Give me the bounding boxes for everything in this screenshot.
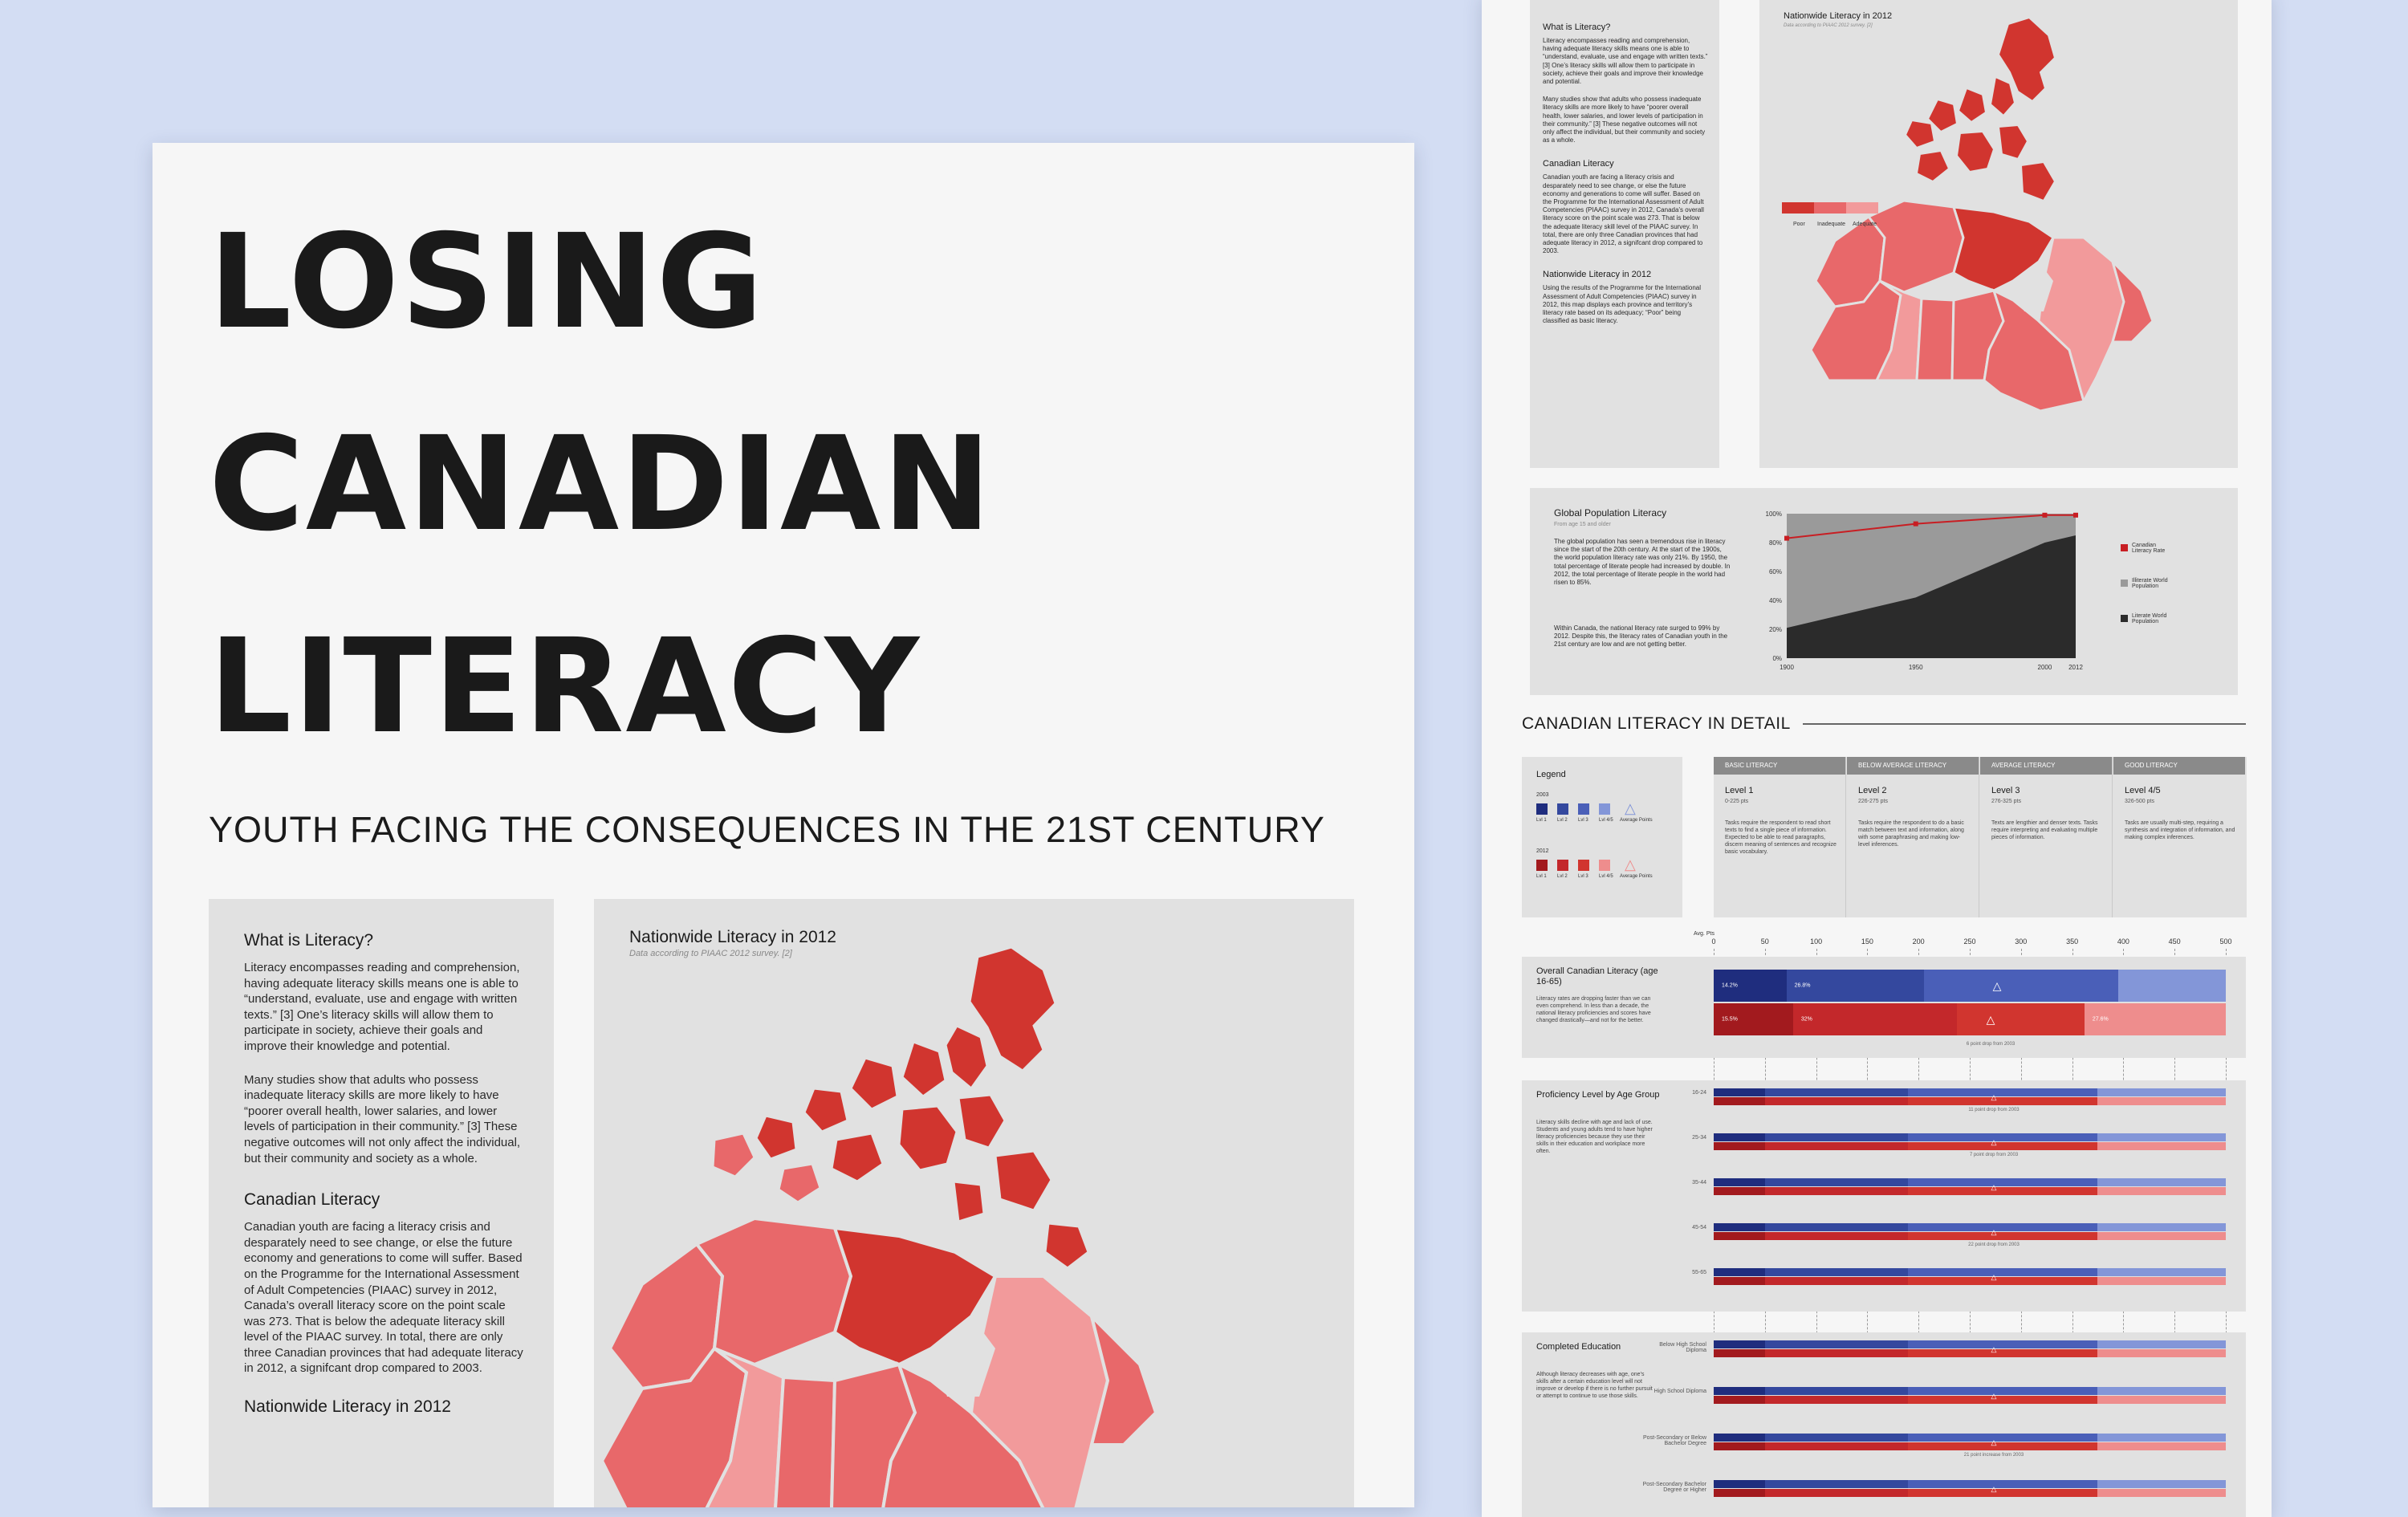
education-seg xyxy=(1908,1340,2097,1348)
age-seg xyxy=(1908,1133,2097,1141)
age-seg xyxy=(2097,1142,2226,1150)
legend-lvl2-label: Lvl 2 xyxy=(1557,818,1568,823)
education-avg-icon: △ xyxy=(1991,1392,1997,1400)
education-avg-icon: △ xyxy=(1991,1438,1997,1446)
age-seg xyxy=(2097,1277,2226,1285)
education-seg xyxy=(1765,1349,1909,1357)
education-bar-2003 xyxy=(1714,1340,2226,1348)
age-bar-2003 xyxy=(1714,1088,2226,1096)
x-tick-label: 1950 xyxy=(1908,664,1923,671)
overall-2012-lvl2: 32% xyxy=(1793,1003,1957,1035)
overall-p1: Literacy rates are dropping faster than we can even comprehend. In less than a decade, the national literacy proficiencies and scores have changed drastically—and not for the better. xyxy=(1536,996,1651,1023)
legend-lvl3-label: Lvl 3 xyxy=(1578,818,1588,823)
education-label: Post-Secondary or Below Bachelor Degree xyxy=(1643,1435,1706,1446)
legend-2003-lvl45 xyxy=(1599,803,1610,815)
age-seg xyxy=(1714,1277,1765,1285)
canadian-literacy-p1: Canadian youth are facing a literacy crisis and desparately need to see change, or else the future economy and generations to come will suffer. Based on the Programme for the International Assessment of Adult Competencies (PIAAC) survey in 2012, Canada’s overall literacy score on the point scale was 273. That is below the adequate literacy skill level of the PIAAC survey. In total, there are only three Canadian provinces that had adequate literacy in 2012, a signifcant drop compared to 2003. xyxy=(244,1220,523,1376)
level-col-2 xyxy=(1847,757,1979,917)
overall-2003-lvl1: 14.2% xyxy=(1714,970,1787,1002)
education-panel xyxy=(1522,1332,2246,1517)
age-seg xyxy=(1714,1133,1765,1141)
education-bar-2012 xyxy=(1714,1349,2226,1357)
age-seg xyxy=(1714,1232,1765,1240)
age-seg xyxy=(1714,1187,1765,1195)
legend-year-2003: 2003 xyxy=(1536,792,1549,798)
age-bar-2012 xyxy=(1714,1097,2226,1105)
age-avg-icon: △ xyxy=(1991,1228,1997,1236)
poster-back xyxy=(1482,0,2272,1517)
level-1-desc: Tasks require the respondent to read short texts to find a single piece of information. Expected to be able to read paragraphs, discern meaning of sentences and recognize basic vocabulary. xyxy=(1725,820,1837,855)
education-seg xyxy=(1765,1340,1909,1348)
education-seg xyxy=(2097,1434,2226,1442)
age-seg xyxy=(2097,1187,2226,1195)
overall-avg-2003-icon: △ xyxy=(1992,979,2002,992)
x-tick-label: 2012 xyxy=(2068,664,2083,671)
age-seg xyxy=(1714,1097,1765,1105)
education-bar-2012 xyxy=(1714,1396,2226,1404)
education-seg xyxy=(1908,1396,2097,1404)
legend-2012-lvl45-label: Lvl 4/5 xyxy=(1599,874,1613,879)
x-tick-label: 2000 xyxy=(2037,664,2052,671)
age-heading: Proficiency Level by Age Group xyxy=(1536,1090,1660,1100)
y-tick-label: 80% xyxy=(1768,539,1782,547)
overall-heading: Overall Canadian Literacy (age 16-65) xyxy=(1536,966,1658,986)
y-tick-label: 60% xyxy=(1768,568,1782,575)
pop-legend-illiterate: Illiterate World Population xyxy=(2132,578,2168,589)
overall-bar-2012 xyxy=(1714,1003,2226,1035)
legend-2003-lvl2 xyxy=(1557,803,1568,815)
age-seg xyxy=(1908,1268,2097,1276)
axis-tick-label: 300 xyxy=(2015,937,2028,946)
map-title: Nationwide Literacy in 2012 xyxy=(629,928,836,946)
legend-2012-lvl2-label: Lvl 2 xyxy=(1557,874,1568,879)
level-3-name: Level 3 xyxy=(1991,786,2020,795)
education-seg xyxy=(1765,1480,1909,1488)
legend-poor-label: Poor xyxy=(1793,222,1805,227)
poster-front xyxy=(153,143,1414,1507)
population-p1: The global population has seen a tremendous rise in literacy since the start of the 20th century. At the start of the 1900s, the world population literacy rate was only 21%. By 1950, the total percentage of literate people had increased by double. In 2012, the total percentage of literate people in the world had risen to 85%. xyxy=(1554,538,1731,587)
level-3-desc: Texts are lengthier and denser texts. Tasks require interpreting and evaluating multiple pieces of information. xyxy=(1991,820,2098,840)
education-seg xyxy=(1714,1387,1765,1395)
education-seg xyxy=(2097,1387,2226,1395)
level-col-4 xyxy=(2113,757,2245,917)
canada-point xyxy=(2042,513,2047,518)
legend-2012-lvl2 xyxy=(1557,860,1568,871)
r-nationwide-p1: Using the results of the Programme for the International Assessment of Adult Competencies (PIAAC) survey in 2012, this map displays each province and territory’s literacy rate based on its adequacy; “Poor” being classified as basic literacy. xyxy=(1543,284,1701,325)
axis-tick-label: 350 xyxy=(2066,937,2079,946)
saskatchewan-region xyxy=(775,1377,835,1507)
title-line-3: LITERACY xyxy=(209,612,921,763)
education-seg xyxy=(2097,1489,2226,1497)
education-label: Below High School Diploma xyxy=(1659,1342,1706,1353)
age-seg xyxy=(1765,1223,1909,1231)
axis-tick-label: 200 xyxy=(1912,937,1925,946)
education-seg xyxy=(2097,1480,2226,1488)
left-map-panel xyxy=(594,899,1354,1507)
age-label: 45-54 xyxy=(1692,1225,1706,1230)
age-bar-2003 xyxy=(1714,1133,2226,1141)
level-1-pts: 0-225 pts xyxy=(1725,799,1749,804)
level-4-name: Level 4/5 xyxy=(2125,786,2161,795)
level-col-3 xyxy=(1980,757,2113,917)
axis-label: Avg. Pts xyxy=(1694,931,1714,937)
r-map-note: Data according to PIAAC 2012 survey. [2] xyxy=(1784,23,1873,28)
r-what-is-literacy-p1: Literacy encompasses reading and comprehension, having adequate literacy skills means one is able to “understand, evaluate, use and engage with written texts.” [3] One’s literacy skills will allow them to participate in society, achieve their goals and improve their knowledge and potential. xyxy=(1543,37,1708,86)
detail-legend-panel xyxy=(1522,757,1682,917)
legend-2003-avg-icon: △ xyxy=(1625,800,1636,816)
age-seg xyxy=(1765,1088,1909,1096)
axis-tick-label: 50 xyxy=(1760,937,1769,946)
axis-tick-label: 500 xyxy=(2219,937,2232,946)
nationwide-heading: Nationwide Literacy in 2012 xyxy=(244,1397,451,1417)
age-seg xyxy=(1714,1223,1765,1231)
pop-legend-literate-swatch xyxy=(2121,615,2128,622)
level-2-name: Level 2 xyxy=(1858,786,1887,795)
y-tick-label: 0% xyxy=(1772,655,1782,662)
education-note: 21 point increase from 2003 xyxy=(1963,1453,2024,1458)
population-p2: Within Canada, the national literacy rate surged to 99% by 2012. Despite this, the literacy rates of Canadian youth in the 21st century are low and are not getting better. xyxy=(1554,624,1728,649)
level-4-desc: Tasks are usually multi-step, requiring a synthesis and integration of information, and making complex inferences. xyxy=(2125,820,2235,840)
age-seg xyxy=(1908,1142,2097,1150)
level-1-head: BASIC LITERACY xyxy=(1714,757,1845,775)
age-panel xyxy=(1522,1080,2246,1312)
legend-poor-swatch xyxy=(1782,202,1814,214)
legend-2012-lvl3-label: Lvl 3 xyxy=(1578,874,1588,879)
education-avg-icon: △ xyxy=(1991,1485,1997,1493)
legend-2012-avg-label: Average Points xyxy=(1620,874,1653,879)
age-bar-2003 xyxy=(1714,1268,2226,1276)
pop-legend-illiterate-swatch xyxy=(2121,580,2128,587)
level-col-1 xyxy=(1714,757,1846,917)
education-p1: Although literacy decreases with age, one’s skills after a certain education level will not improve or develop if there is no further pursuit or attempt to continue to use those skills. xyxy=(1536,1372,1653,1399)
education-seg xyxy=(1714,1340,1765,1348)
age-seg xyxy=(1908,1232,2097,1240)
legend-2012-lvl3 xyxy=(1578,860,1589,871)
age-seg xyxy=(1908,1097,2097,1105)
age-label: 16-24 xyxy=(1692,1090,1706,1096)
legend-2003-lvl1 xyxy=(1536,803,1548,815)
age-seg xyxy=(1714,1088,1765,1096)
age-bar-2012 xyxy=(1714,1277,2226,1285)
level-3-pts: 276-325 pts xyxy=(1991,799,2021,804)
age-seg xyxy=(1714,1178,1765,1186)
overall-bar-2003 xyxy=(1714,970,2226,1002)
education-seg xyxy=(1908,1480,2097,1488)
education-avg-icon: △ xyxy=(1991,1345,1997,1353)
age-bar-2012 xyxy=(1714,1232,2226,1240)
age-note: 11 point drop from 2003 xyxy=(1968,1108,2020,1112)
overall-2012-lvl1: 15.5% xyxy=(1714,1003,1793,1035)
population-chart xyxy=(1755,496,2092,689)
level-1-name: Level 1 xyxy=(1725,786,1754,795)
education-seg xyxy=(1908,1434,2097,1442)
canada-map xyxy=(594,899,1354,1507)
education-seg xyxy=(1714,1396,1765,1404)
overall-panel xyxy=(1522,957,2246,1058)
age-label: 25-34 xyxy=(1692,1135,1706,1141)
education-seg xyxy=(1765,1387,1909,1395)
age-seg xyxy=(1908,1187,2097,1195)
overall-2003-lvl3 xyxy=(1924,970,2118,1002)
level-2-desc: Tasks require the respondent to do a basic match between text and information, along with some paraphrasing and making low-level inferences. xyxy=(1858,820,1964,848)
overall-2012-lvl3 xyxy=(1957,1003,2085,1035)
legend-2012-avg-icon: △ xyxy=(1625,856,1636,872)
education-seg xyxy=(1714,1349,1765,1357)
education-seg xyxy=(2097,1442,2226,1450)
age-seg xyxy=(1714,1268,1765,1276)
education-seg xyxy=(1765,1434,1909,1442)
age-seg xyxy=(1908,1178,2097,1186)
axis-tick-label: 0 xyxy=(1711,937,1716,946)
x-tick-label: 1900 xyxy=(1780,664,1794,671)
education-seg xyxy=(2097,1340,2226,1348)
axis-tick-label: 250 xyxy=(1963,937,1976,946)
age-bar-2012 xyxy=(1714,1142,2226,1150)
education-seg xyxy=(2097,1349,2226,1357)
r-nationwide-heading: Nationwide Literacy in 2012 xyxy=(1543,270,1652,280)
age-seg xyxy=(1765,1277,1909,1285)
level-4-head: GOOD LITERACY xyxy=(2113,757,2245,775)
age-seg xyxy=(1765,1268,1909,1276)
canada-point xyxy=(2073,513,2078,518)
overall-2003-lvl45 xyxy=(2118,970,2226,1002)
legend-inadequate-swatch xyxy=(1814,202,1846,214)
age-seg xyxy=(1908,1277,2097,1285)
pop-legend-canada: Canadian Literacy Rate xyxy=(2132,543,2166,554)
age-bar-2003 xyxy=(1714,1178,2226,1186)
nwt-region xyxy=(697,1218,851,1364)
age-seg xyxy=(2097,1088,2226,1096)
legend-2003-lvl3 xyxy=(1578,803,1589,815)
education-seg xyxy=(1714,1434,1765,1442)
levels-table xyxy=(1714,757,2247,917)
map-note: Data according to PIAAC 2012 survey. [2] xyxy=(629,949,792,958)
age-p1: Literacy skills decline with age and lack of use. Students and young adults tend to have higher literacy proficiencies because they use their skills in their education and workplace more often. xyxy=(1536,1120,1653,1154)
legend-lvl45-label: Lvl 4/5 xyxy=(1599,818,1613,823)
r-what-is-literacy-heading: What is Literacy? xyxy=(1543,22,1611,32)
age-seg xyxy=(2097,1223,2226,1231)
education-label: High School Diploma xyxy=(1653,1389,1706,1394)
education-seg xyxy=(2097,1396,2226,1404)
y-tick-label: 100% xyxy=(1765,510,1782,518)
left-text-panel xyxy=(209,899,554,1507)
poster-title xyxy=(209,181,993,788)
level-2-head: BELOW AVERAGE LITERACY xyxy=(1847,757,1979,775)
axis-tick-label: 150 xyxy=(1861,937,1873,946)
education-seg xyxy=(1714,1489,1765,1497)
level-3-head: AVERAGE LITERACY xyxy=(1980,757,2112,775)
legend-2012-lvl1 xyxy=(1536,860,1548,871)
age-bar-2012 xyxy=(1714,1187,2226,1195)
education-seg xyxy=(1908,1349,2097,1357)
axis-tick-label: 450 xyxy=(2168,937,2181,946)
population-note: From age 15 and older xyxy=(1554,522,1611,527)
canadian-literacy-heading: Canadian Literacy xyxy=(244,1190,380,1210)
education-seg xyxy=(1765,1396,1909,1404)
axis-tick-label: 400 xyxy=(2117,937,2129,946)
canada-point xyxy=(1914,522,1918,527)
population-heading: Global Population Literacy xyxy=(1554,507,1667,519)
legend-avg-label: Average Points xyxy=(1620,818,1653,823)
level-4-pts: 326-500 pts xyxy=(2125,799,2154,804)
age-seg xyxy=(2097,1268,2226,1276)
age-seg xyxy=(1765,1178,1909,1186)
overall-2012-lvl45: 27.6% xyxy=(2085,1003,2226,1035)
education-seg xyxy=(1714,1480,1765,1488)
age-note: 7 point drop from 2003 xyxy=(1969,1153,2019,1157)
age-avg-icon: △ xyxy=(1991,1093,1997,1101)
age-label: 35-44 xyxy=(1692,1180,1706,1186)
right-text-panel xyxy=(1530,0,1719,468)
education-seg xyxy=(1765,1442,1909,1450)
detail-section-rule xyxy=(1803,723,2246,725)
legend-inadequate-label: Inadequate xyxy=(1817,222,1846,227)
age-seg xyxy=(1765,1187,1909,1195)
age-seg xyxy=(2097,1232,2226,1240)
population-panel xyxy=(1530,488,2238,695)
age-seg xyxy=(1908,1223,2097,1231)
detail-section-title: CANADIAN LITERACY IN DETAIL xyxy=(1522,714,1791,733)
age-seg xyxy=(2097,1133,2226,1141)
age-avg-icon: △ xyxy=(1991,1183,1997,1191)
education-seg xyxy=(1765,1489,1909,1497)
y-tick-label: 20% xyxy=(1768,626,1782,633)
y-tick-label: 40% xyxy=(1768,597,1782,604)
age-seg xyxy=(1765,1133,1909,1141)
education-heading: Completed Education xyxy=(1536,1342,1621,1352)
age-label: 55-65 xyxy=(1692,1270,1706,1275)
r-canadian-literacy-heading: Canadian Literacy xyxy=(1543,159,1614,169)
r-map-title: Nationwide Literacy in 2012 xyxy=(1784,11,1893,21)
detail-legend-title: Legend xyxy=(1536,770,1566,779)
what-is-literacy-p2: Many studies show that adults who possess inadequate literacy skills are more likely to have “poorer overall health, lower salaries, and lower levels of participation in their community.” [3] These negative outcomes will not only affect the individual, but their community and society as a whole. xyxy=(244,1072,521,1165)
age-avg-icon: △ xyxy=(1991,1273,1997,1281)
education-seg xyxy=(1908,1489,2097,1497)
right-map-panel xyxy=(1759,0,2238,468)
education-bar-2012 xyxy=(1714,1442,2226,1450)
education-bar-2003 xyxy=(1714,1387,2226,1395)
pop-legend-canada-swatch xyxy=(2121,544,2128,551)
education-bar-2012 xyxy=(1714,1489,2226,1497)
education-seg xyxy=(1908,1442,2097,1450)
canada-point xyxy=(1784,536,1789,541)
age-seg xyxy=(1765,1142,1909,1150)
age-seg xyxy=(1908,1088,2097,1096)
r-canada-map xyxy=(1759,0,2238,468)
age-bar-2003 xyxy=(1714,1223,2226,1231)
overall-avg-2012-icon: △ xyxy=(1986,1013,1995,1026)
age-note: 22 point drop from 2003 xyxy=(1968,1242,2020,1247)
age-seg xyxy=(2097,1097,2226,1105)
education-seg xyxy=(1714,1442,1765,1450)
level-2-pts: 226-275 pts xyxy=(1858,799,1888,804)
education-seg xyxy=(1908,1387,2097,1395)
legend-year-2012: 2012 xyxy=(1536,848,1549,854)
age-seg xyxy=(2097,1178,2226,1186)
what-is-literacy-heading: What is Literacy? xyxy=(244,931,374,950)
pop-legend-literate: Literate World Population xyxy=(2132,613,2167,624)
r-canadian-literacy-p1: Canadian youth are facing a literacy crisis and desparately need to see change, or else the future economy and generations to come will suffer. Based on the Programme for the International Assessment of Adult Competencies (PIAAC) survey in 2012, Canada’s overall literacy score on the point scale was 273. That is below the adequate literacy skill level of the PIAAC survey. In total, there are only three Canadian provinces that had adequate literacy in 2012, a signifcant drop compared to 2003. xyxy=(1543,173,1704,255)
title-line-1: LOSING xyxy=(209,207,765,358)
axis-tick-label: 100 xyxy=(1810,937,1823,946)
age-avg-icon: △ xyxy=(1991,1138,1997,1146)
education-label: Post-Secondary Bachelor Degree or Higher xyxy=(1642,1482,1706,1493)
title-line-2: CANADIAN xyxy=(209,409,993,560)
age-seg xyxy=(1765,1232,1909,1240)
legend-2012-lvl45 xyxy=(1599,860,1610,871)
overall-2003-lvl2: 26.8% xyxy=(1787,970,1924,1002)
what-is-literacy-p1: Literacy encompasses reading and comprehension, having adequate literacy skills means one is able to “understand, evaluate, use and engage with written texts.” [3] One’s literacy skills will allow them to participate in society, achieve their goals and improve their knowledge and potential. xyxy=(244,961,520,1053)
legend-lvl1-label: Lvl 1 xyxy=(1536,818,1547,823)
legend-adequate-swatch xyxy=(1846,202,1878,214)
legend-2012-lvl1-label: Lvl 1 xyxy=(1536,874,1547,879)
r-what-is-literacy-p2: Many studies show that adults who possess inadequate literacy skills are more likely to have “poorer overall health, lower salaries, and lower levels of participation in their community.” [3] These negative outcomes will not only affect the individual, but their community and society as a whole. xyxy=(1543,96,1706,144)
education-bar-2003 xyxy=(1714,1480,2226,1488)
age-seg xyxy=(1714,1142,1765,1150)
education-bar-2003 xyxy=(1714,1434,2226,1442)
overall-drop-note: 6 point drop from 2003 xyxy=(1966,1042,2015,1047)
legend-adequate-label: Adequate xyxy=(1853,222,1877,227)
age-seg xyxy=(1765,1097,1909,1105)
poster-subtitle: YOUTH FACING THE CONSEQUENCES IN THE 21ST CENTURY xyxy=(209,809,1325,850)
